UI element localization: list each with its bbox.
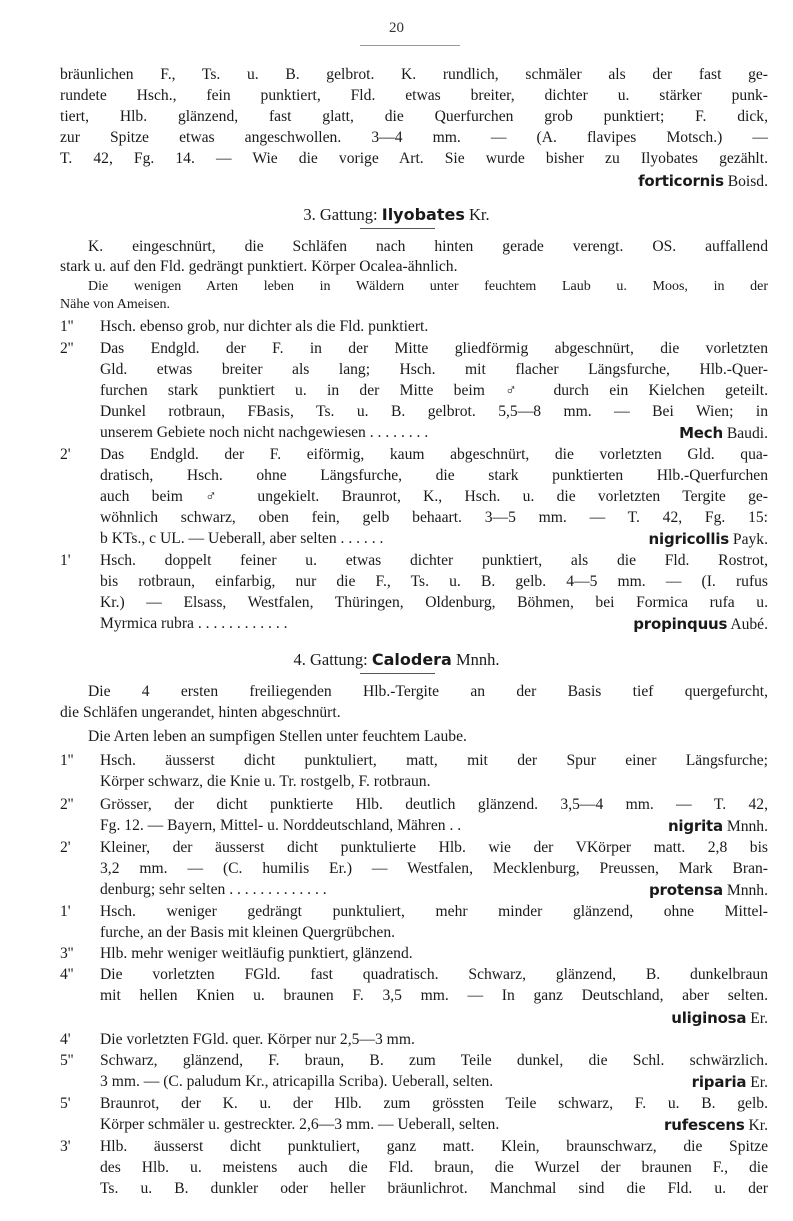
text-line: Braunrot, der K. u. der Hlb. zum grössten Teile schwarz, F. u. B. gelb.	[100, 1095, 768, 1112]
text-line: Kleiner, der äusserst dicht punktulierte Hlb. wie der VKörper matt. 2,8 bis	[100, 839, 768, 856]
species-name: uliginosa	[671, 1009, 747, 1027]
text-line: Die vorletzten FGld. fast quadratisch. Schwarz, glänzend, B. dunkelbraun	[100, 966, 768, 983]
species-author: Aubé.	[730, 616, 768, 633]
text-line: 3 mm. — (C. paludum Kr., atricapilla Scriba). Ueberall, selten.	[100, 1073, 494, 1090]
species-author: Kr.	[748, 1117, 768, 1134]
species-name: protensa	[649, 881, 723, 899]
species-line	[60, 1009, 768, 1028]
key-number: 2'	[60, 839, 71, 856]
section-rule	[360, 228, 435, 229]
key-number: 1'	[60, 903, 71, 920]
genus-heading-label: 3. Gattung:	[303, 205, 378, 224]
key-number: 3''	[60, 945, 74, 962]
species-author: Er.	[750, 1010, 768, 1027]
species-name: rufescens	[664, 1116, 745, 1134]
key-number: 5'	[60, 1095, 71, 1112]
text-line: Die wenigen Arten leben in Wäldern unter feuchtem Laub u. Moos, in der	[88, 279, 768, 294]
genus-heading	[0, 650, 793, 670]
species-name: propinquus	[633, 615, 728, 633]
genus-author: Kr.	[469, 205, 490, 224]
text-line: Myrmica rubra . . . . . . . . . . . .	[100, 615, 288, 632]
text-line: dratisch, Hsch. ohne Längsfurche, die stark punktierten Hlb.-Querfurchen	[100, 467, 768, 484]
text-line: rundete Hsch., fein punktiert, Fld. etwas breiter, dichter u. stärker punk-	[60, 87, 768, 104]
key-number: 1''	[60, 752, 74, 769]
text-line: Fg. 12. — Bayern, Mittel- u. Norddeutschland, Mähren . .	[100, 817, 462, 834]
species-author: Payk.	[732, 531, 768, 548]
species-line	[100, 615, 768, 633]
text-line: Hlb. mehr weniger weitläufig punktiert, glänzend.	[100, 945, 413, 962]
species-author: Mnnh.	[726, 882, 768, 899]
species-tag	[664, 1116, 768, 1135]
species-name: nigrita	[667, 817, 723, 835]
text-line: K. eingeschnürt, die Schläfen nach hinten gerade verengt. OS. auffallend	[88, 238, 768, 255]
genus-heading	[0, 205, 793, 225]
key-number: 3'	[60, 1138, 71, 1155]
species-author: Baudi.	[726, 425, 768, 442]
text-line: Körper schmäler u. gestreckter. 2,6—3 mm. — Ueberall, selten.	[100, 1116, 500, 1133]
text-line: Nähe von Ameisen.	[60, 297, 171, 312]
text-line: Die vorletzten FGld. quer. Körper nur 2,5—3 mm.	[100, 1031, 415, 1048]
species-line	[100, 817, 768, 835]
text-line: T. 42, Fg. 14. — Wie die vorige Art. Sie wurde bisher zu Ilyobates gezählt.	[60, 150, 768, 167]
species-name: nigricollis	[648, 530, 729, 548]
species-name: Mech	[679, 424, 723, 442]
text-line: Gld. etwas breiter als lang; Hsch. mit flacher Längsfurche, Hlb.-Quer-	[100, 361, 768, 378]
text-line: bräunlichen F., Ts. u. B. gelbrot. K. rundlich, schmäler als der fast ge-	[60, 66, 768, 83]
text-line: Grösser, der dicht punktierte Hlb. deutlich glänzend. 3,5—4 mm. — T. 42,	[100, 796, 768, 813]
text-line: des Hlb. u. meistens auch die Fld. braun, die Wurzel der braunen F., die	[100, 1159, 768, 1176]
text-line: mit hellen Knien u. braunen F. 3,5 mm. — In ganz Deutschland, aber selten.	[100, 987, 768, 1004]
species-author: Boisd.	[727, 173, 768, 190]
key-number: 5''	[60, 1052, 74, 1069]
text-line: Kr.) — Elsass, Westfalen, Thüringen, Oldenburg, Böhmen, bei Formica rufa u.	[100, 594, 768, 611]
key-number: 2'	[60, 446, 71, 463]
text-line: stark u. auf den Fld. gedrängt punktiert. Körper Ocalea-ähnlich.	[60, 258, 458, 275]
genus-author: Mnnh.	[455, 650, 500, 669]
text-line: auch beim ♂ ungekielt. Braunrot, K., Hsch. u. die vorletzten Tergite ge-	[100, 488, 768, 505]
text-line: Die Arten leben an sumpfigen Stellen unter feuchtem Laube.	[88, 728, 467, 745]
text-line: Hsch. äusserst dicht punktuliert, matt, mit der Spur einer Längsfurche;	[100, 752, 768, 769]
text-line: Körper schwarz, die Knie u. Tr. rostgelb, F. rotbraun.	[100, 773, 431, 790]
genus-name: Ilyobates	[381, 205, 465, 224]
text-line: b KTs., c UL. — Ueberall, aber selten . . . . . .	[100, 530, 384, 547]
genus-heading-label: 4. Gattung:	[293, 650, 368, 669]
species-line	[60, 172, 768, 191]
text-line: Hlb. äusserst dicht punktuliert, ganz matt. Klein, braunschwarz, die Spitze	[100, 1138, 768, 1155]
text-line: Hsch. weniger gedrängt punktuliert, mehr minder glänzend, ohne Mittel-	[100, 903, 768, 920]
species-tag	[692, 1073, 768, 1092]
text-line: 3,2 mm. — (C. humilis Er.) — Westfalen, Mecklenburg, Preussen, Mark Bran-	[100, 860, 768, 877]
species-tag	[668, 817, 768, 836]
text-line: bis rotbraun, einfarbig, nur die F., Ts. u. B. gelb. 4—5 mm. — (I. rufus	[100, 573, 768, 590]
species-line	[100, 1116, 768, 1134]
species-line	[100, 881, 768, 899]
text-line: unserem Gebiete noch nicht nachgewiesen . . . . . . . .	[100, 424, 429, 441]
species-line	[100, 424, 768, 442]
text-line: Das Endgld. der F. in der Mitte gliedförmig abgeschnürt, die vorletzten	[100, 340, 768, 357]
text-line: Hsch. doppelt feiner u. etwas dichter punktiert, als die Fld. Rostrot,	[100, 552, 768, 569]
header-rule	[360, 45, 460, 46]
species-line	[100, 530, 768, 548]
species-tag	[649, 881, 768, 900]
key-number: 2''	[60, 796, 74, 813]
text-line: Hsch. ebenso grob, nur dichter als die Fld. punktiert.	[100, 318, 429, 335]
text-line: die Schläfen ungerandet, hinten abgeschnürt.	[60, 704, 341, 721]
text-line: denburg; sehr selten . . . . . . . . . . . . .	[100, 881, 327, 898]
text-line: Dunkel rotbraun, FBasis, Ts. u. B. gelbrot. 5,5—8 mm. — Bei Wien; in	[100, 403, 768, 420]
species-name: riparia	[691, 1073, 747, 1091]
text-line: Das Endgld. der F. eiförmig, kaum abgeschnürt, die vorletzten Gld. qua-	[100, 446, 768, 463]
species-name: forticornis	[638, 172, 724, 190]
species-line	[100, 1073, 768, 1091]
text-line: tiert, Hlb. glänzend, fast glatt, die Querfurchen grob punktiert; F. dick,	[60, 108, 768, 125]
text-line: zur Spitze etwas angeschwollen. 3—4 mm. — (A. flavipes Motsch.) —	[60, 129, 768, 146]
species-tag	[649, 530, 768, 549]
section-rule	[360, 673, 435, 674]
key-number: 1'	[60, 552, 71, 569]
species-author: Er.	[750, 1074, 768, 1091]
species-author: Mnnh.	[726, 818, 768, 835]
key-number: 4''	[60, 966, 74, 983]
text-line: wöhnlich schwarz, oben fein, gelb behaart. 3—5 mm. — T. 42, Fg. 15:	[100, 509, 768, 526]
key-number: 1''	[60, 318, 74, 335]
page-number: 20	[389, 20, 404, 36]
text-line: furche, an der Basis mit kleinen Quergrübchen.	[100, 924, 396, 941]
genus-name: Calodera	[371, 650, 452, 669]
key-number: 2''	[60, 340, 74, 357]
species-tag	[679, 424, 768, 443]
species-tag	[633, 615, 768, 634]
key-number: 4'	[60, 1031, 71, 1048]
text-line: Schwarz, glänzend, F. braun, B. zum Teile dunkel, die Schl. schwärzlich.	[100, 1052, 768, 1069]
text-line: Die 4 ersten freiliegenden Hlb.-Tergite an der Basis tief quergefurcht,	[88, 683, 768, 700]
text-line: furchen stark punktiert u. in der Mitte beim ♂ durch ein Kielchen geteilt.	[100, 382, 768, 399]
text-line: Ts. u. B. dunkler oder heller bräunlichrot. Manchmal sind die Fld. u. der	[100, 1180, 768, 1197]
